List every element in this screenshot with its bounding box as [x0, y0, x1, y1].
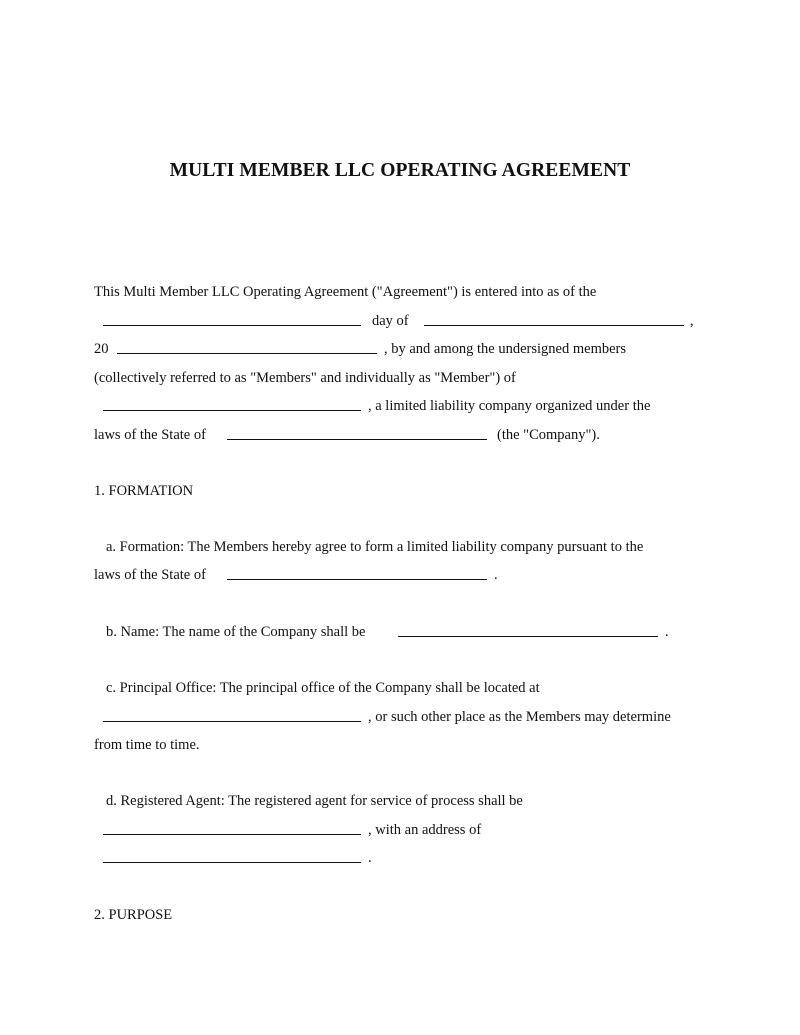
date-month-blank[interactable] — [424, 325, 684, 326]
other-place-text: , or such other place as the Members may determine — [368, 709, 671, 725]
document-title: MULTI MEMBER LLC OPERATING AGREEMENT — [169, 160, 631, 181]
formation-period: . — [494, 567, 498, 583]
collectively-text: (collectively referred to as "Members" and individually as "Member") of — [94, 370, 516, 386]
address-of-text: , with an address of — [368, 822, 482, 838]
intro-line-1: This Multi Member LLC Operating Agreement ("Agreement") is entered into as of the — [94, 284, 597, 300]
by-among-text: , by and among the undersigned members — [384, 341, 627, 357]
day-of-text: day of — [372, 313, 409, 329]
formation-laws-text: laws of the State of — [94, 567, 206, 583]
company-name-blank[interactable] — [398, 636, 658, 637]
date-comma: , — [690, 313, 694, 329]
laws-state-text: laws of the State of — [94, 427, 206, 443]
time-to-time-text: from time to time. — [94, 737, 200, 753]
address-period: . — [368, 850, 372, 866]
section-1-heading: 1. FORMATION — [94, 483, 194, 499]
section-2-heading: 2. PURPOSE — [94, 907, 173, 923]
registered-agent-text: d. Registered Agent: The registered agent for service of process shall be — [106, 793, 523, 809]
formation-text: a. Formation: The Members hereby agree to form a limited liability company pursuant to the — [106, 539, 644, 555]
the-company-text: (the "Company"). — [497, 427, 600, 443]
state-blank[interactable] — [227, 439, 487, 440]
year-blank[interactable] — [117, 353, 377, 354]
principal-office-text: c. Principal Office: The principal office of the Company shall be located at — [106, 680, 540, 696]
year-prefix: 20 — [94, 341, 109, 357]
llc-name-blank[interactable] — [103, 410, 361, 411]
llc-organized-text: , a limited liability company organized under the — [368, 398, 651, 414]
date-day-blank[interactable] — [103, 325, 361, 326]
name-period: . — [665, 624, 669, 640]
principal-office-blank[interactable] — [103, 721, 361, 722]
name-text: b. Name: The name of the Company shall be — [106, 624, 366, 640]
registered-agent-blank[interactable] — [103, 834, 361, 835]
agent-address-blank[interactable] — [103, 862, 361, 863]
formation-state-blank[interactable] — [227, 579, 487, 580]
